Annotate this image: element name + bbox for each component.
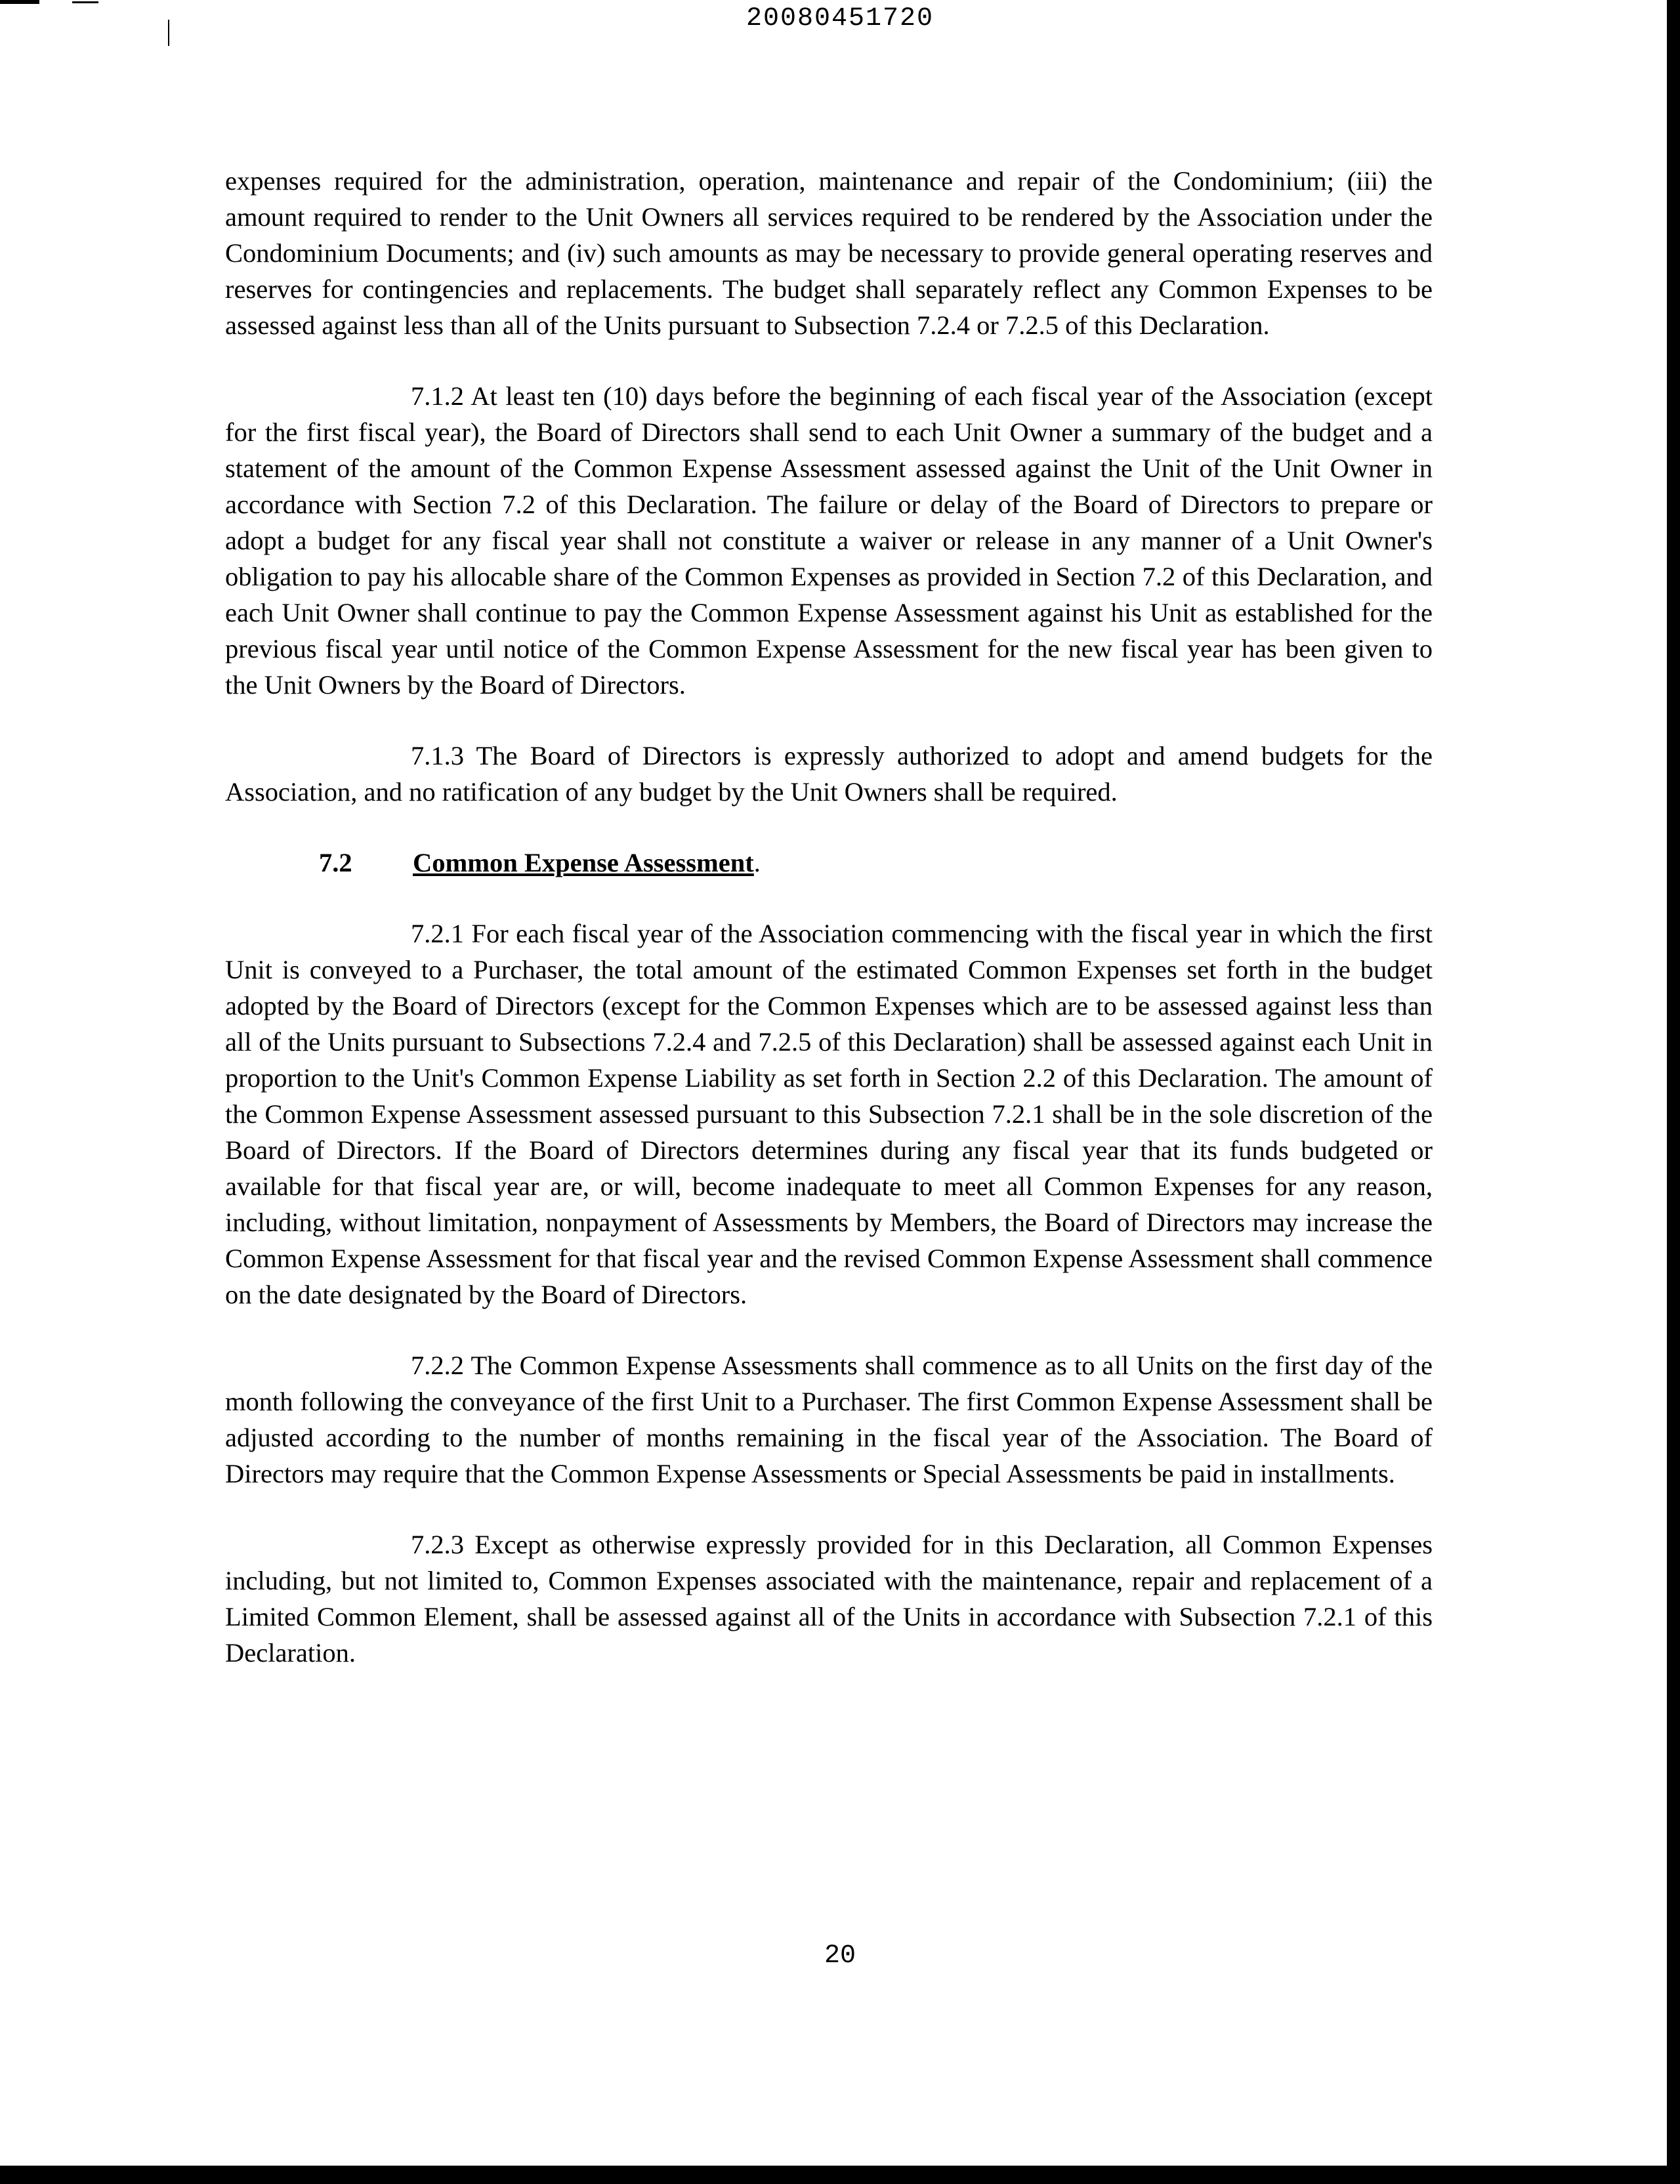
paragraph-7-1-3: 7.1.3 The Board of Directors is expressly authorized to adopt and amend budgets for the Association, and no ratification of any budget by the Unit Owners shall be required. <box>225 741 1433 807</box>
section-heading-7-2 <box>225 845 1433 881</box>
section-number: 7.2 <box>319 848 352 877</box>
page-number: 20 <box>824 1941 856 1971</box>
scan-border-right <box>1667 0 1680 2184</box>
paragraph-7-1-2: 7.1.2 At least ten (10) days before the beginning of each fiscal year of the Association (except for the first fiscal year), the Board of Directors shall send to each Unit Owner a summary of the budget and a statement of the amount of the Common Expense Assessment assessed against the Unit of the Unit Owner in accordance with Section 7.2 of this Declaration. The failure or delay of the Board of Directors to prepare or adopt a budget for any fiscal year shall not constitute a waiver or release in any manner of a Unit Owner's obligation to pay his allocable share of the Common Expenses as provided in Section 7.2 of this Declaration, and each Unit Owner shall continue to pay the Common Expense Assessment against his Unit as established for the previous fiscal year until notice of the Common Expense Assessment for the new fiscal year has been given to the Unit Owners by the Board of Directors. <box>225 381 1433 700</box>
section-title: Common Expense Assessment <box>413 848 754 877</box>
paragraph-7-2-1: 7.2.1 For each fiscal year of the Association commencing with the fiscal year in which the first Unit is conveyed to a Purchaser, the total amount of the estimated Common Expenses set forth in the budget adopted by the Board of Directors (except for the Common Expenses which are to be assessed against less than all of the Units pursuant to Subsections 7.2.4 and 7.2.5 of this Declaration) shall be assessed against each Unit in proportion to the Unit's Common Expense Liability as set forth in Section 2.2 of this Declaration. The amount of the Common Expense Assessment assessed pursuant to this Subsection 7.2.1 shall be in the sole discretion of the Board of Directors. If the Board of Directors determines during any fiscal year that its funds budgeted or available for that fiscal year are, or will, become inadequate to meet all Common Expenses for any reason, including, without limitation, nonpayment of Assessments by Members, the Board of Directors may increase the Common Expense Assessment for that fiscal year and the revised Common Expense Assessment shall commence on the date designated by the Board of Directors. <box>225 919 1433 1309</box>
paragraph-budget-continued: expenses required for the administration, operation, maintenance and repair of the Condominium; (iii) the amount required to render to the Unit Owners all services required to be rendered by the Association under the Condominium Documents; and (iv) such amounts as may be necessary to provide general operating reserves and reserves for contingencies and replacements. The budget shall separately reflect any Common Expenses to be assessed against less than all of the Units pursuant to Subsection 7.2.4 or 7.2.5 of this Declaration. <box>225 166 1433 340</box>
document-number: 20080451720 <box>746 4 934 33</box>
scan-border-bottom <box>0 2166 1680 2184</box>
page-body <box>225 163 1433 1706</box>
section-title-period: . <box>753 848 761 877</box>
paragraph-7-2-3: 7.2.3 Except as otherwise expressly provided for in this Declaration, all Common Expenses including, but not limited to, Common Expenses associated with the maintenance, repair and replacement of a Limited Common Element, shall be assessed against all of the Units in accordance with Subsection 7.2.1 of this Declaration. <box>225 1530 1433 1668</box>
paragraph-7-2-2: 7.2.2 The Common Expense Assessments shall commence as to all Units on the first day of the month following the conveyance of the first Unit to a Purchaser. The first Common Expense Assessment shall be adjusted according to the number of months remaining in the fiscal year of the Association. The Board of Directors may require that the Common Expense Assessments or Special Assessments be paid in installments. <box>225 1351 1433 1488</box>
